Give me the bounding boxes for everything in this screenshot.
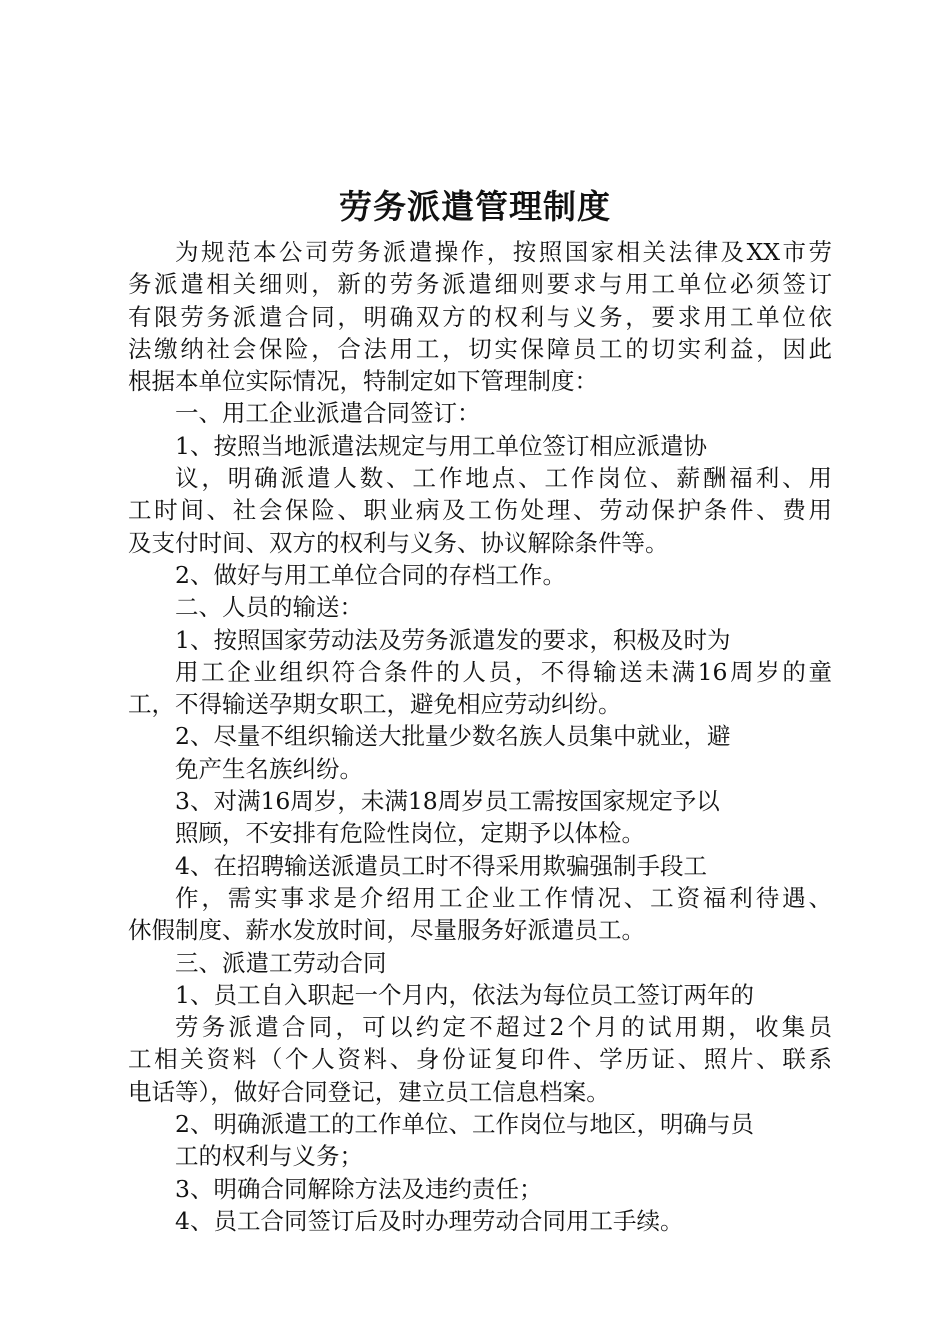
body-line: 2、尽量不组织输送大批量少数名族人员集中就业，避 — [175, 722, 731, 751]
body-line: 电话等），做好合同登记，建立员工信息档案。 — [128, 1077, 610, 1106]
body-line: 有限劳务派遣合同，明确双方的权利与义务，要求用工单位依 — [128, 302, 832, 331]
document-title: 劳务派遣管理制度 — [339, 187, 611, 226]
document-body — [128, 236, 832, 1237]
body-line: 4、员工合同签订后及时办理劳动合同用工手续。 — [175, 1206, 684, 1235]
body-line: 免产生名族纠纷。 — [175, 754, 363, 783]
body-line: 2、明确派遣工的工作单位、工作岗位与地区，明确与员 — [175, 1110, 754, 1139]
body-line: 二、人员的输送： — [175, 593, 363, 622]
body-line: 工的权利与义务； — [175, 1142, 363, 1171]
body-line: 及支付时间、双方的权利与义务、协议解除条件等。 — [128, 528, 669, 557]
body-line: 劳务派遣合同，可以约定不超过2个月的试用期，收集员 — [175, 1013, 832, 1042]
body-line: 议，明确派遣人数、工作地点、工作岗位、薪酬福利、用 — [175, 464, 832, 493]
body-line: 照顾，不安排有危险性岗位，定期予以体检。 — [175, 819, 645, 848]
body-line: 一、用工企业派遣合同签订： — [175, 399, 481, 428]
body-line: 休假制度、薪水发放时间，尽量服务好派遣员工。 — [128, 916, 645, 945]
body-line: 3、明确合同解除方法及违约责任； — [175, 1174, 543, 1203]
body-line: 工相关资料（个人资料、身份证复印件、学历证、照片、联系 — [128, 1045, 832, 1074]
body-line: 用工企业组织符合条件的人员，不得输送未满16周岁的童 — [175, 657, 832, 686]
body-line: 2、做好与用工单位合同的存档工作。 — [175, 560, 566, 589]
body-line: 法缴纳社会保险，合法用工，切实保障员工的切实利益，因此 — [128, 334, 832, 363]
body-line: 工，不得输送孕期女职工，避免相应劳动纠纷。 — [128, 690, 622, 719]
body-line: 1、按照当地派遣法规定与用工单位签订相应派遣协 — [175, 431, 707, 460]
body-line: 1、员工自入职起一个月内，依法为每位员工签订两年的 — [175, 980, 754, 1009]
body-line: 根据本单位实际情况，特制定如下管理制度： — [128, 367, 598, 396]
body-line: 3、对满16周岁，未满18周岁员工需按国家规定予以 — [175, 787, 720, 816]
body-line: 1、按照国家劳动法及劳务派遣发的要求，积极及时为 — [175, 625, 731, 654]
body-line: 作，需实事求是介绍用工企业工作情况、工资福利待遇、 — [175, 883, 832, 912]
body-line: 三、派遣工劳动合同 — [175, 948, 387, 977]
body-line: 4、在招聘输送派遣员工时不得采用欺骗强制手段工 — [175, 851, 707, 880]
body-line: 为规范本公司劳务派遣操作，按照国家相关法律及XX市劳 — [175, 238, 832, 266]
body-line: 务派遣相关细则，新的劳务派遣细则要求与用工单位必须签订 — [128, 270, 832, 299]
body-line: 工时间、社会保险、职业病及工伤处理、劳动保护条件、费用 — [128, 496, 832, 525]
